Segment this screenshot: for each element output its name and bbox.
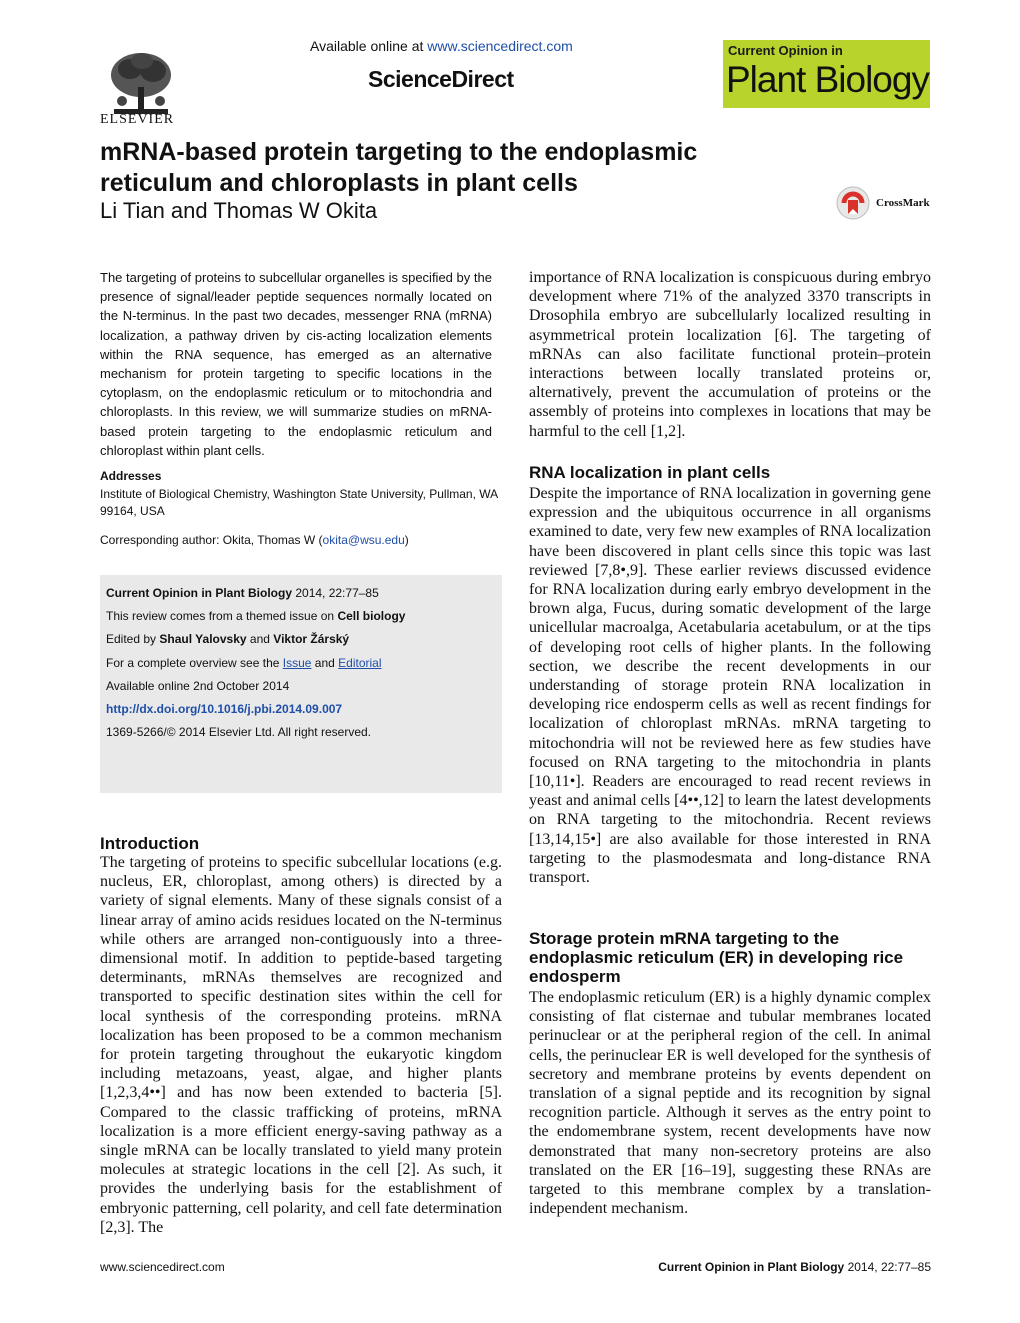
info-citation: 2014, 22:77–85 bbox=[295, 586, 379, 600]
info-and: and bbox=[249, 632, 270, 646]
info-edited-line bbox=[106, 632, 349, 646]
info-citation-line bbox=[106, 586, 379, 600]
editorial-link[interactable]: Editorial bbox=[338, 656, 382, 670]
corresponding-prefix: Corresponding author: Okita, Thomas W ( bbox=[100, 533, 323, 547]
storage-protein-heading: Storage protein mRNA targeting to the endoplasmic reticulum (ER) in developing rice endosperm bbox=[529, 929, 904, 986]
footer-citation bbox=[625, 1260, 931, 1274]
info-and-2: and bbox=[314, 656, 335, 670]
journal-logo-top: Current Opinion in bbox=[728, 43, 843, 58]
sciencedirect-brand: ScienceDirect bbox=[368, 66, 514, 92]
article-authors: Li Tian and Thomas W Okita bbox=[100, 198, 378, 223]
footer-url: www.sciencedirect.com bbox=[100, 1260, 225, 1274]
issue-link[interactable]: Issue bbox=[282, 656, 312, 670]
crossmark-badge[interactable] bbox=[836, 184, 936, 224]
article-title: mRNA-based protein targeting to the endoplasmic reticulum and chloroplasts in plant cells bbox=[100, 138, 698, 197]
sciencedirect-link[interactable]: www.sciencedirect.com bbox=[427, 38, 573, 54]
doi-link[interactable]: http://dx.doi.org/10.1016/j.pbi.2014.09.007 bbox=[106, 702, 343, 716]
footer-citation-numbers: 2014, 22:77–85 bbox=[847, 1260, 931, 1274]
footer-journal: Current Opinion in Plant Biology bbox=[658, 1260, 845, 1274]
publisher-name: ELSEVIER bbox=[100, 112, 175, 127]
info-available: Available online 2nd October 2014 bbox=[106, 679, 290, 693]
addresses-text: Institute of Biological Chemistry, Washington State University, Pullman, WA 99164, USA bbox=[100, 487, 498, 518]
info-themed-prefix: This review comes from a themed issue on bbox=[106, 609, 335, 623]
crossmark-label: CrossMark bbox=[876, 197, 930, 209]
addresses-heading: Addresses bbox=[100, 469, 162, 483]
available-online-line bbox=[310, 38, 573, 54]
info-edited-prefix: Edited by bbox=[106, 632, 157, 646]
storage-protein-text: The endoplasmic reticulum (ER) is a highly dynamic complex consisting of flat cisternae and tubular membranes located perinuclear or at the peripheral region of the cell. In animal cells, the perinuclear ER is well developed for the synthesis of secretory and membrane proteins by events dependent on translation of a signal peptide and its recognition by signal recognition particle. Although it serves as the entry point to the endomembrane system, recent developments have now demonstrated that many non-secretory proteins are also translated on the ER [16–19], suggesting these RNAs are targeted to this membrane complex by a translation-independent mechanism. bbox=[529, 989, 931, 1218]
introduction-heading: Introduction bbox=[100, 834, 200, 853]
info-editor-2: Viktor Žárský bbox=[273, 632, 350, 646]
corresponding-suffix: ) bbox=[404, 533, 409, 547]
right-column-intro-continuation: importance of RNA localization is conspicuous during embryo development where 71% of the analyzed 3370 transcripts in Drosophila embryo are subcellularly localized resulting in asymmetrical protein localization [6]. The targeting of mRNAs can also facilitate functional protein–protein interactions between locally translated proteins or, alternatively, prevent the accumulation of proteins or the assembly of proteins into complexes in locations that may be harmful to the cell [1,2]. bbox=[529, 269, 931, 440]
introduction-text: The targeting of proteins to specific subcellular locations (e.g. nucleus, ER, chloroplast, among others) is directed by a variety of signal elements. Many of these signals consist of a linear array of amino acids residues located on the N-terminus while others are arranged non-contiguously into a three-dimensional motif. In addition to peptide-based targeting determinants, mRNAs themselves are recognized and transported to specific destination sites within the cell for local synthesis of the corresponding proteins. mRNA localization has been proposed to be a common mechanism for protein targeting throughout the eukaryotic kingdom including metazoans, yeast, algae, and higher plants [1,2,3,4••] and has now been extended to bacteria [5]. Compared to the classic trafficking of proteins, mRNA localization is a more efficient energy-saving pathway as a single mRNA can be locally translated to yield many protein molecules at strategic locations in the cell [2]. As such, it provides the underlying basis for the establishment of embryonic patterning, cell polarity, and cell fate determination [2,3]. The bbox=[100, 854, 502, 1236]
email-link[interactable]: okita@wsu.edu bbox=[322, 533, 405, 547]
info-copyright: 1369-5266/© 2014 Elsevier Ltd. All right reserved. bbox=[106, 725, 371, 739]
info-themed-topic: Cell biology bbox=[337, 609, 406, 623]
journal-logo-main: Plant Biology bbox=[726, 59, 929, 100]
info-overview-prefix: For a complete overview see the bbox=[106, 656, 280, 670]
rna-localization-text: Despite the importance of RNA localization in governing gene expression and the ubiquitous occurrence in all organisms examined to date, very few new examples of RNA localization have been discovered in plant cells since this topic was last reviewed [7,8•,9]. These earlier reviews discussed evidence for RNA localization during early embryo development in the brown alga, Fucus, during somatic development of the large unicellular macroalga, Acetabularia acetabulum, or at the tips of developing root cells of higher plants. In the following section, we describe the recent developments in our understanding of storage protein RNA localization in developing rice endosperm cells as well as recent findings for localization of chloroplast mRNAs. mRNA targeting to mitochondria will not be reviewed here as few studies have focused on RNA targeting to the mitochondria in plants [10,11•]. Readers are encouraged to read recent reviews in yeast and animal cells [4••,12] to learn the latest developments on RNA targeting to the mitochondria. Recent reviews [13,14,15•] are also available for those interested in RNA targeting to the plasmodesmata and long-distance RNA transport. bbox=[529, 485, 931, 887]
available-prefix: Available online at bbox=[310, 38, 424, 54]
abstract: The targeting of proteins to subcellular organelles is specified by the presence of signal/leader peptide sequences normally located on the N-terminus. In the past two decades, messenger RNA (mRNA) localization, a pathway driven by cis-acting localization elements within the RNA sequence, has emerged as an alternative mechanism for protein targeting to specific locations in the cytoplasm, on the endoplasmic reticulum or to mitochondria and chloroplasts. In this review, we will summarize studies on mRNA-based protein targeting to the endoplasmic reticulum and chloroplast within plant cells. bbox=[100, 270, 492, 458]
info-journal: Current Opinion in Plant Biology bbox=[106, 586, 292, 600]
corresponding-author bbox=[100, 533, 409, 547]
info-overview-line bbox=[106, 656, 382, 670]
rna-localization-heading: RNA localization in plant cells bbox=[529, 463, 771, 482]
crossmark-icon bbox=[836, 186, 870, 220]
info-editor-1: Shaul Yalovsky bbox=[159, 632, 247, 646]
info-themed-line bbox=[106, 609, 405, 623]
